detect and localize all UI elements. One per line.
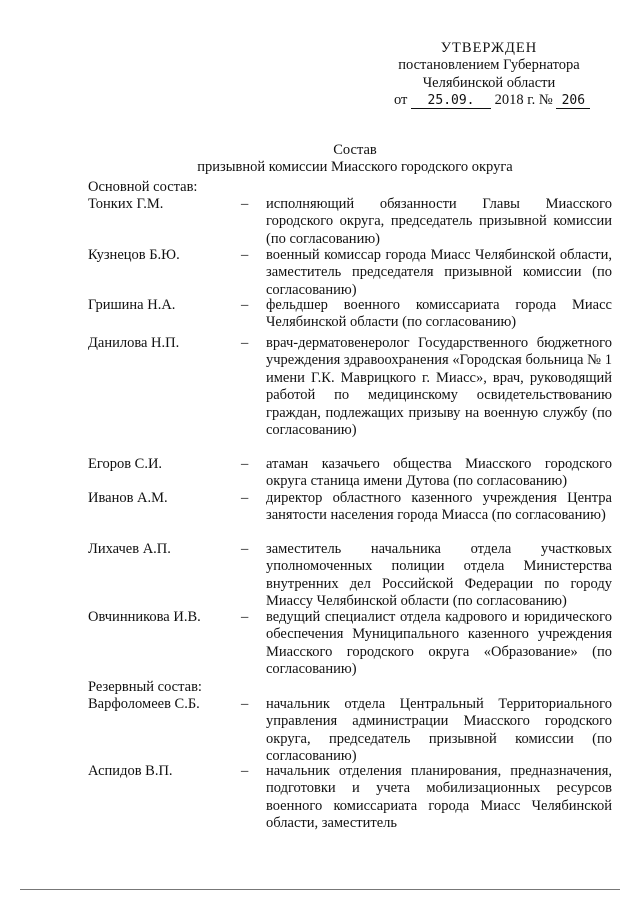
member-name: Егоров С.И. — [88, 456, 163, 472]
approval-date-line — [384, 92, 594, 109]
member-name: Аспидов В.П. — [88, 763, 173, 779]
approval-from: от — [394, 92, 408, 109]
approval-line-1: постановлением Губернатора — [398, 57, 580, 74]
member-dash: – — [241, 196, 249, 212]
member-description: военный комиссар города Миасс Челябинской области, заместитель председателя призывной комиссии (по согласованию) — [266, 247, 612, 298]
member-dash: – — [241, 490, 249, 506]
member-dash: – — [241, 763, 249, 779]
member-name: Овчинникова И.В. — [88, 609, 201, 625]
member-name: Кузнецов Б.Ю. — [88, 247, 180, 263]
heading-line-2: призывной комиссии Миасского городского округа — [197, 159, 513, 176]
member-name: Иванов А.М. — [88, 490, 168, 506]
approval-year: 2018 г. № — [494, 92, 553, 109]
approval-line-2: Челябинской области — [422, 74, 556, 91]
approval-number: 206 — [556, 93, 590, 109]
approval-date: 25.09. — [411, 93, 491, 109]
member-name: Гришина Н.А. — [88, 297, 176, 313]
section-main-label: Основной состав: — [88, 179, 198, 195]
member-description: начальник отдела Центральный Территориального управления администрации Миасского городского округа, председатель призывной комиссии (по согласованию) — [266, 696, 612, 765]
member-dash: – — [241, 335, 249, 351]
approval-title: УТВЕРЖДЕН — [440, 40, 538, 56]
member-description: фельдшер военного комиссариата города Миасс Челябинской области (по согласованию) — [266, 297, 612, 331]
document-heading — [90, 142, 620, 177]
member-dash: – — [241, 696, 249, 712]
section-reserve-label: Резервный состав: — [88, 679, 202, 695]
member-description: атаман казачьего общества Миасского городского округа станица имени Дутова (по согласованию) — [266, 456, 612, 490]
page-bottom-rule — [20, 889, 620, 890]
member-dash: – — [241, 247, 249, 263]
member-description: директор областного казенного учреждения Центра занятости населения города Миасса (по согласованию) — [266, 490, 612, 524]
member-description: заместитель начальника отдела участковых уполномоченных полиции отдела Министерства внутренних дел Российской Федерации по городу Миассу Челябинской области (по согласованию) — [266, 541, 612, 610]
member-dash: – — [241, 609, 249, 625]
member-description: врач-дерматовенеролог Государственного бюджетного учреждения здравоохранения «Городская больница № 1 имени Г.К. Маврицкого г. Миасс», врач, руководящий работой по медицинскому освидетельствованию граждан, подлежащих призыву на военную службу (по согласованию) — [266, 335, 612, 439]
member-description: начальник отделения планирования, предназначения, подготовки и учета мобилизационных ресурсов военного комиссариата города Миасс Челябинской области, заместитель — [266, 763, 612, 832]
member-description: исполняющий обязанности Главы Миасского городского округа, председатель призывной комиссии (по согласованию) — [266, 196, 612, 247]
member-dash: – — [241, 541, 249, 557]
member-description: ведущий специалист отдела кадрового и юридического обеспечения Муниципального казенного учреждения Миасского городского округа «Образование» (по согласованию) — [266, 609, 612, 678]
heading-line-1: Состав — [333, 142, 377, 158]
member-name: Тонких Г.М. — [88, 196, 164, 212]
member-dash: – — [241, 297, 249, 313]
member-dash: – — [241, 456, 249, 472]
member-name: Данилова Н.П. — [88, 335, 180, 351]
member-name: Лихачев А.П. — [88, 541, 171, 557]
member-name: Варфоломеев С.Б. — [88, 696, 200, 712]
approval-block — [384, 40, 594, 110]
